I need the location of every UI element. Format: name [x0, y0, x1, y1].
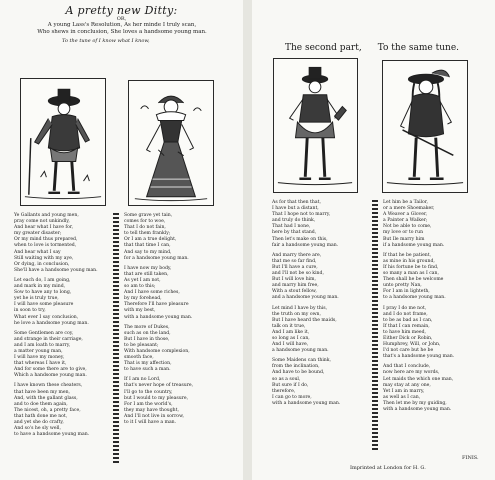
second-part-heading [285, 43, 459, 53]
verse-line: I'll go to the country, [124, 389, 173, 395]
woodcut-cavalier [382, 60, 468, 193]
verse-line: to be pleasant; [124, 342, 159, 348]
verse-line: Then let me by my guiding, [383, 400, 447, 406]
verse-line: Or dying, in conclusion, [14, 261, 70, 267]
verse-line: But sure if I do, [272, 382, 309, 388]
verse-line: and to doe them again, [14, 401, 68, 407]
left-page [0, 0, 243, 480]
verse-line: yet he is truly true, [14, 296, 59, 302]
second-part-title: The second part, [285, 43, 362, 53]
verse-line: so am to this; [124, 284, 156, 290]
verse-line: The more of Dukes, [124, 324, 170, 330]
second-part-tune: To the same tune. [377, 43, 460, 53]
verse-line: Let each do, I am going, [14, 277, 71, 283]
verse-line: so long as I can, [272, 335, 310, 341]
verse-line: so as a soul, [272, 376, 301, 382]
verse-line: That had I none, [272, 224, 311, 230]
verse-line: Or my mind thus prepared, [14, 237, 78, 243]
verse-line: as well as I can, [383, 394, 421, 400]
verse-line: if a handsome young man. [383, 242, 445, 248]
verse-line: But I have heard the maids, [272, 317, 337, 323]
verse-line: And so's he sly well, [14, 426, 61, 432]
verse-line: and mark in my mind, [14, 284, 66, 290]
verse-line: Sow to have any to long, [14, 290, 72, 296]
verse-line: that are still taken, [124, 271, 169, 277]
verse-line: Then let's make on this, [272, 236, 328, 242]
verse-line: The nicest, oh, a pretty face, [14, 407, 81, 413]
verse-line: the truth on my own, [272, 311, 321, 317]
verse-line: Humphrey, Will, or John, [383, 342, 441, 348]
verse-line: from the inclination, [272, 364, 320, 370]
verse-line: for a handsome young man. [124, 255, 189, 261]
verse-line: and a handsome young man. [272, 295, 339, 301]
verse-line: And say to my mind, [124, 249, 172, 255]
woodcut-gentleman [20, 78, 106, 206]
verse-line: Let maids the which one man, [383, 376, 454, 382]
verse-line: a Painter a Walker; [383, 218, 428, 224]
verse-line: For I am the world's, [124, 401, 173, 407]
right-verse-column-2 [383, 200, 483, 413]
verse-line: talk on it true, [272, 323, 306, 329]
verse-line: Therefore I'll have pleasure [124, 302, 189, 308]
verse-line: And I'll not live in sorrow, [124, 413, 184, 419]
verse-line: But I'll have a cure, [272, 264, 318, 270]
verse-line: to have him meed, [383, 329, 426, 335]
verse-line: I will have my money, [14, 355, 65, 361]
verse-line: With a stout fellow, [272, 289, 317, 295]
verse-line: Let mind I have by this, [272, 305, 328, 311]
verse-line: my greater disaster; [14, 231, 62, 237]
verse-line: that that time I can, [124, 243, 171, 249]
verse-line: And I have some riches, [124, 290, 180, 296]
verse-line: She'll have a handsome young man. [14, 267, 98, 273]
verse-line: And I will have, [272, 342, 309, 348]
verse-line: I will have some pleasure [14, 302, 74, 308]
verse-line: that me so far find, [272, 258, 317, 264]
verse-line: Ye Gallants and young men, [14, 213, 79, 218]
verse-line: I'd not care but he be [383, 348, 434, 354]
verse-line: that have been my men, [14, 389, 71, 395]
verse-line: That I do not fain, [124, 225, 166, 231]
verse-line: they may have thought, [124, 407, 179, 413]
page-gutter [243, 0, 252, 480]
left-verse-column-1 [14, 213, 106, 438]
verse-line: And for some there are to give, [14, 367, 87, 373]
verse-line: but I would to my pleasure, [124, 395, 189, 401]
or-line: OR, [116, 16, 127, 22]
verse-line: with a handsome young man. [124, 314, 193, 320]
verse-line: comes for to woe, [124, 219, 166, 225]
verse-line: But Ile marry him [383, 236, 425, 242]
verse-line: And hear what I say [14, 249, 61, 255]
verse-line: and yet she do crafty, [14, 420, 64, 425]
cavalier-illustration [383, 61, 467, 192]
verse-line: What ever I say conclusion, [14, 314, 79, 320]
verse-line: Not be able to come, [383, 224, 432, 230]
verse-line: such as on the land, [124, 330, 171, 336]
verse-line: when to love is tormented, [14, 243, 77, 249]
verse-line: Yet I am in marry, [383, 388, 425, 394]
verse-line: unto pretty Nan, [383, 283, 422, 289]
verse-line: and marry him free, [272, 283, 319, 289]
verse-line: And hear what I have for, [14, 225, 74, 231]
woodcut-young-man [273, 58, 358, 193]
left-verse-column-2 [124, 213, 224, 426]
verse-line: But I will love him, [272, 277, 316, 283]
verse-line: now here are my words, [383, 370, 440, 376]
verse-line: Some Gentlemen are coy, [14, 330, 74, 336]
verse-line: in soon to try, [14, 308, 46, 314]
right-verse-column-1 [272, 200, 367, 407]
verse-line: Some grave yet tain, [124, 213, 173, 218]
verse-line: and I'll not be so kind, [272, 271, 324, 277]
verse-line: and strange in their carriage, [14, 336, 83, 342]
verse-line: I have but a distant, [272, 206, 319, 212]
verse-line: to have a handsome young man. [14, 432, 90, 438]
verse-line: may stay at any one, [383, 382, 431, 388]
verse-line: And that I conclude, [383, 364, 431, 370]
ballad-subtitle [28, 22, 216, 35]
ballad-title: A pretty new Ditty: [65, 4, 178, 17]
verse-line: I pray I do me not, [383, 305, 427, 311]
verse-line: he love a handsome young man. [14, 320, 89, 326]
finis-mark: FINIS. [462, 455, 479, 461]
verse-line: And I am like it, [272, 329, 310, 335]
verse-line: As yet I am not, [124, 277, 161, 283]
verse-line: that hath done me not, [14, 413, 68, 419]
verse-line: smooth face, [124, 355, 154, 361]
gentleman-illustration [21, 79, 105, 205]
verse-line: and I do not frame, [383, 311, 428, 317]
verse-line: And, with the gallant glass, [14, 395, 78, 401]
verse-line: If I am no Lord, [124, 377, 161, 383]
verse-line: that's a handsome young man. [383, 354, 455, 360]
verse-line: As for that then that, [272, 200, 321, 205]
verse-line: If his fortune be to find, [383, 264, 439, 270]
lady-illustration [129, 81, 213, 205]
verse-line: And marry there are, [272, 252, 322, 258]
tune-line: To the tune of I know what I know, [62, 38, 150, 44]
verse-line: with a handsome young man. [272, 400, 341, 406]
verse-line: If that he be patient, [383, 252, 432, 258]
verse-line: so many a man as I can, [383, 271, 439, 277]
left-page-ornament-divider [113, 213, 119, 465]
verse-line: as mine in his ground, [383, 258, 435, 264]
verse-line: But I have in those, [124, 336, 170, 342]
verse-line: For I am in lighteth, [383, 289, 430, 295]
verse-line: If that I can remain, [383, 323, 430, 329]
verse-line: That is my affection, [124, 361, 172, 367]
verse-line: a handsome young man. [272, 348, 329, 354]
verse-line: to a handsome young man. [383, 295, 446, 301]
right-page-ornament-divider [372, 200, 378, 452]
verse-line: Still waiting with my aye, [14, 255, 74, 261]
verse-line: I have known these cheaters, [14, 383, 83, 389]
verse-line: or a mere Shoemaker, [383, 206, 435, 212]
subtitle-line-2: Who shews in conclusion, She loves a handsome young man. [37, 28, 207, 35]
young-man-illustration [274, 59, 357, 192]
verse-line: that whereas I have it, [14, 361, 67, 367]
verse-line: That I hope not to marry, [272, 212, 331, 218]
verse-line: and truly do think, [272, 218, 316, 224]
verse-line: here by that stand, [272, 230, 317, 236]
verse-line: a matter young man, [14, 348, 63, 354]
verse-line: and I am loath to marry, [14, 342, 71, 348]
verse-line: to be as bad as I can, [383, 317, 433, 323]
verse-line: to have such a man. [124, 367, 171, 373]
imprint-line: Imprinted at London for H. G. [350, 465, 426, 471]
verse-line: Either Dick or Robin, [383, 335, 433, 341]
verse-line: Let him be a Tailor, [383, 200, 428, 205]
verse-line: therefore, [272, 388, 296, 394]
right-page [252, 0, 495, 480]
verse-line: With handsome complexion, [124, 348, 190, 354]
woodcut-lady [128, 80, 214, 206]
verse-line: pray come not unkindly, [14, 219, 70, 225]
verse-line: I have now my body, [124, 265, 172, 271]
subtitle-line-1: A young Lass's Resolution, As her minde I truly scan, [47, 22, 197, 28]
verse-line: by my forehead, [124, 296, 162, 302]
verse-line: that's never hope of treasure, [124, 383, 194, 389]
verse-line: to tell them frankly; [124, 231, 171, 237]
verse-line: with my best, [124, 308, 156, 314]
verse-line: with a handsome young man. [383, 407, 452, 412]
verse-line: A Weaver a Glover, [383, 212, 428, 218]
verse-line: And have to be bound, [272, 370, 325, 376]
verse-line: Some Maidens can think, [272, 358, 332, 364]
verse-line: Then shall he be welcome [383, 277, 444, 283]
verse-line: to it I will have a man. [124, 420, 177, 425]
verse-line: Which a handsome young man. [14, 373, 87, 379]
verse-line: I can go to more, [272, 394, 312, 400]
verse-line: fair a handsome young man. [272, 242, 339, 248]
verse-line: Or I am a true delight, [124, 237, 177, 243]
verse-line: my love or to run [383, 230, 424, 236]
